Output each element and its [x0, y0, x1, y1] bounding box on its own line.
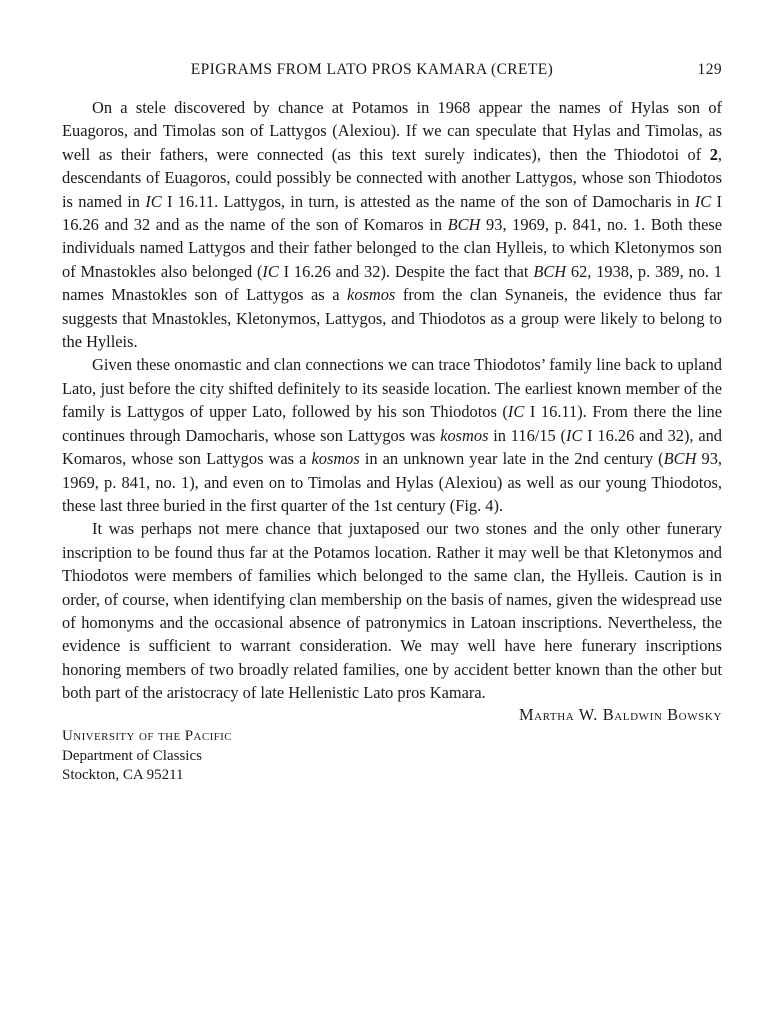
text-run: Given these onomastic and clan connections we can trace Thiodotos’ family line back to upland Lato, just before the city shifted definitely to its seaside location. The earliest known member of the family is Lattygos of upper Lato, followed by his son Thiodotos (: [62, 355, 722, 422]
text-run: 62, 1938, p. 389, no. 1 names Mnastokles son of Lattygos as a: [62, 261, 723, 305]
author-signature: Martha W. Baldwin Bowsky: [518, 705, 722, 724]
text-run: On a stele discovered by chance at Potamos in 1968 appear the names of Hylas son of Euagoros, and Timolas son of Lattygos (Alexiou). If we can speculate that Hylas and Timolas, as well as their fathers, were connected (as this text surely indicates), then the Thiodotoi of: [62, 98, 722, 164]
text-run: I 16.26 and 32 and as the name of the son of Komaros in: [62, 191, 722, 235]
bold-run: 2: [709, 144, 718, 164]
italic-run: IC: [507, 402, 525, 422]
text-run: , descendants of Euagoros, could possibly be connected with another Lattygos, whose son Thiodotos is named in: [62, 144, 722, 211]
italic-run: BCH: [533, 261, 567, 281]
paragraph: [62, 353, 722, 517]
text-run: in an unknown year late in the 2nd century (: [359, 449, 664, 469]
italic-run: IC: [565, 425, 583, 445]
article-body: [62, 96, 722, 705]
italic-run: kosmos: [347, 285, 396, 305]
text-run: in 116/15 (: [488, 425, 566, 445]
italic-run: kosmos: [440, 425, 489, 445]
italic-run: BCH: [447, 215, 481, 235]
text-run: I 16.11. Lattygos, in turn, is attested as the name of the son of Damocharis in: [161, 191, 695, 211]
running-title: EPIGRAMS FROM LATO PROS KAMARA (CRETE): [190, 61, 554, 78]
text-run: from the clan Synaneis, the evidence thus far suggests that Mnastokles, Kletonymos, Lattygos, and Thiodotos as a group were likely to belong to the Hylleis.: [62, 285, 722, 352]
italic-run: IC: [694, 191, 712, 211]
author-affiliation: [62, 727, 232, 786]
postal-address: Stockton, CA 95211: [62, 767, 184, 783]
text-run: 93, 1969, p. 841, no. 1), and even on to Timolas and Hylas (Alexiou) as well as our young Thiodotos, these last three buried in the first quarter of the 1st century (Fig. 4).: [62, 449, 723, 515]
paragraph: [62, 96, 722, 353]
text-run: I 16.26 and 32). Despite the fact that: [278, 261, 534, 281]
italic-run: BCH: [663, 449, 697, 469]
department-name: Department of Classics: [62, 747, 202, 764]
text-run: I 16.26 and 32), and Komaros, whose son Lattygos was a: [62, 425, 722, 469]
paragraph: [62, 517, 722, 704]
text-run: It was perhaps not mere chance that juxtaposed our two stones and the only other funerary inscription to be found thus far at the Potamos location. Rather it may well be that Kletonymos and Thiodotos were members of families which belonged to the same clan, the Hylleis. Caution is in order, of course, when identifying clan membership on the basis of names, given the widespread use of homonyms and the occasional absence of patronymics in Latoan inscriptions. Nevertheless, the evidence is sufficient to warrant consideration. We may well have here funerary inscriptions honoring members of two broadly related families, one by accident better known than the other but both part of the aristocracy of late Hellenistic Lato pros Kamara.: [62, 519, 722, 703]
page-number: 129: [697, 61, 722, 78]
italic-run: kosmos: [311, 449, 360, 469]
italic-run: IC: [145, 191, 162, 211]
text-run: I 16.11). From there the line continues through Damocharis, whose son Lattygos was: [62, 402, 722, 445]
text-run: 93, 1969, p. 841, no. 1. Both these individuals named Lattygos and their father belonged to the clan Hylleis, to which Kletonymos son of Mnastokles also belonged (: [62, 215, 722, 281]
italic-run: IC: [262, 261, 279, 281]
university-name: University of the Pacific: [62, 728, 232, 744]
